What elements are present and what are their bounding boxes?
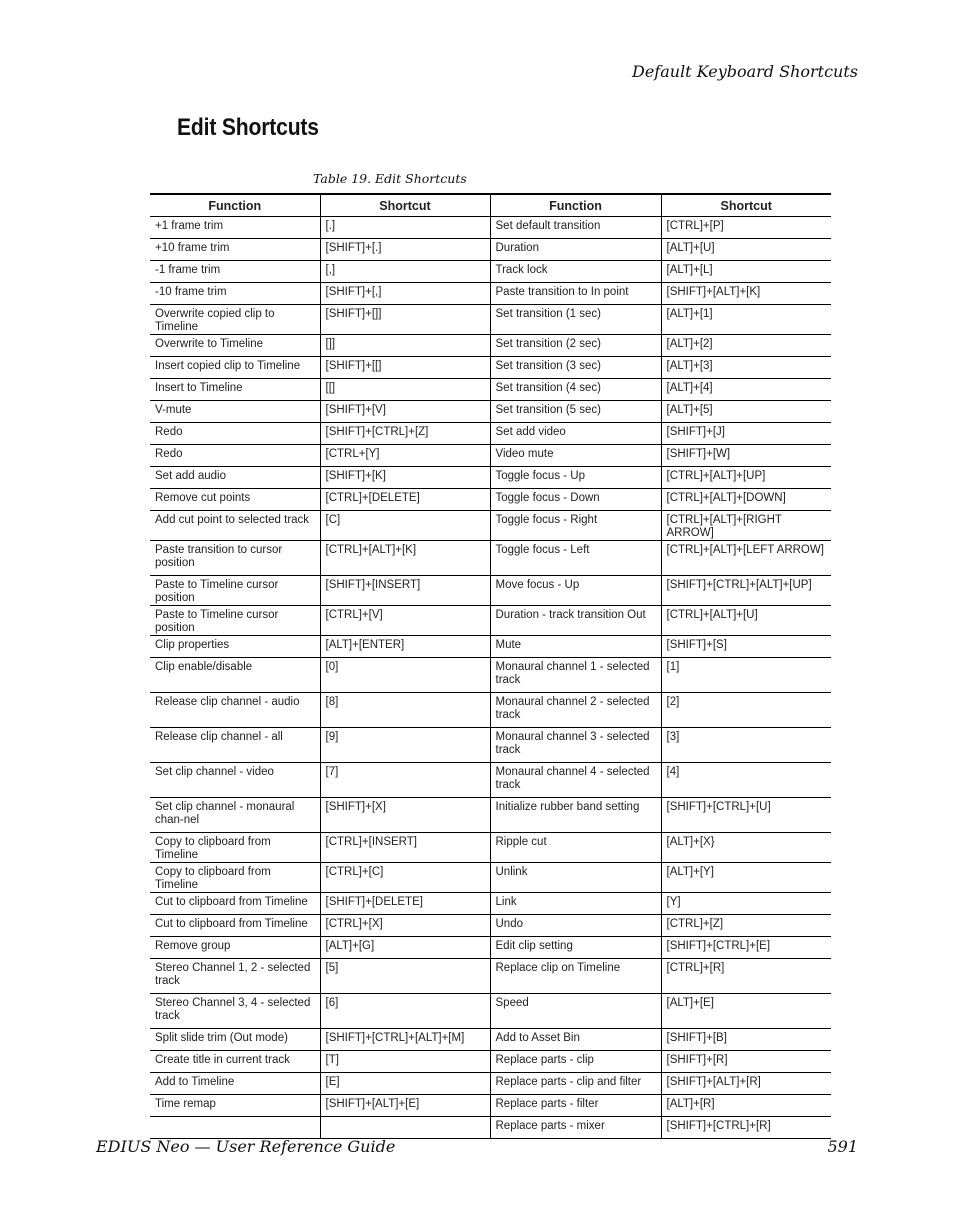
cell-function: Insert copied clip to Timeline — [150, 357, 320, 379]
cell-shortcut: [SHIFT]+[[] — [320, 357, 490, 379]
cell-function: Toggle focus - Right — [490, 511, 661, 541]
cell-shortcut: [CTRL]+[ALT]+[DOWN] — [661, 489, 831, 511]
cell-function: Time remap — [150, 1095, 320, 1117]
cell-function: Move focus - Up — [490, 576, 661, 606]
cell-shortcut: [ALT]+[3] — [661, 357, 831, 379]
cell-function: Undo — [490, 915, 661, 937]
cell-shortcut: [0] — [320, 658, 490, 693]
section-title: Edit Shortcuts — [177, 114, 319, 141]
cell-function: Toggle focus - Down — [490, 489, 661, 511]
edit-shortcuts-table — [150, 193, 831, 1139]
cell-shortcut: [SHIFT]+[ALT]+[E] — [320, 1095, 490, 1117]
cell-shortcut: [CTRL]+[X] — [320, 915, 490, 937]
cell-shortcut: [7] — [320, 763, 490, 798]
cell-function: Remove cut points — [150, 489, 320, 511]
cell-shortcut: [CTRL]+[P] — [661, 217, 831, 239]
cell-shortcut: [E] — [320, 1073, 490, 1095]
cell-function — [150, 1117, 320, 1139]
cell-function: Paste to Timeline cursor position — [150, 606, 320, 636]
cell-function: Monaural channel 3 - selected track — [490, 728, 661, 763]
cell-shortcut: [SHIFT]+[B] — [661, 1029, 831, 1051]
table-body — [150, 217, 831, 1139]
cell-function: Initialize rubber band setting — [490, 798, 661, 833]
table-row — [150, 693, 831, 728]
table-row — [150, 261, 831, 283]
table-row — [150, 833, 831, 863]
cell-function: Replace parts - clip — [490, 1051, 661, 1073]
cell-function: Replace parts - mixer — [490, 1117, 661, 1139]
cell-function: Speed — [490, 994, 661, 1029]
cell-function: Duration - track transition Out — [490, 606, 661, 636]
cell-shortcut: [SHIFT]+[V] — [320, 401, 490, 423]
cell-function: Set add audio — [150, 467, 320, 489]
cell-function: Track lock — [490, 261, 661, 283]
cell-shortcut: [CTRL]+[ALT]+[RIGHT ARROW] — [661, 511, 831, 541]
cell-shortcut: [CTRL]+[ALT]+[LEFT ARROW] — [661, 541, 831, 576]
cell-shortcut — [320, 1117, 490, 1139]
cell-function: Set default transition — [490, 217, 661, 239]
cell-shortcut: [CTRL]+[Z] — [661, 915, 831, 937]
cell-function: Set transition (1 sec) — [490, 305, 661, 335]
cell-function: Set transition (3 sec) — [490, 357, 661, 379]
cell-function: Add to Asset Bin — [490, 1029, 661, 1051]
cell-function: Monaural channel 1 - selected track — [490, 658, 661, 693]
cell-shortcut: [SHIFT]+[]] — [320, 305, 490, 335]
table-row — [150, 467, 831, 489]
table-row — [150, 959, 831, 994]
cell-shortcut: [4] — [661, 763, 831, 798]
table-row — [150, 937, 831, 959]
cell-shortcut: [CTRL]+[ALT]+[U] — [661, 606, 831, 636]
cell-shortcut: [.] — [320, 217, 490, 239]
cell-shortcut: [CTRL]+[V] — [320, 606, 490, 636]
cell-function: Duration — [490, 239, 661, 261]
cell-function: Cut to clipboard from Timeline — [150, 893, 320, 915]
table-caption: Table 19. Edit Shortcuts — [313, 171, 467, 186]
cell-function: Insert to Timeline — [150, 379, 320, 401]
cell-function: Video mute — [490, 445, 661, 467]
cell-shortcut: [ALT]+[R] — [661, 1095, 831, 1117]
table-row — [150, 423, 831, 445]
table-row — [150, 239, 831, 261]
cell-shortcut: [8] — [320, 693, 490, 728]
cell-function: +10 frame trim — [150, 239, 320, 261]
cell-function: Monaural channel 2 - selected track — [490, 693, 661, 728]
table-row — [150, 401, 831, 423]
cell-function: -1 frame trim — [150, 261, 320, 283]
table-row — [150, 606, 831, 636]
cell-function: Paste transition to In point — [490, 283, 661, 305]
table-row — [150, 283, 831, 305]
table-row — [150, 893, 831, 915]
cell-shortcut: [C] — [320, 511, 490, 541]
cell-function: Monaural channel 4 - selected track — [490, 763, 661, 798]
table-row — [150, 994, 831, 1029]
cell-function: Replace parts - clip and filter — [490, 1073, 661, 1095]
table-row — [150, 1051, 831, 1073]
cell-shortcut: [ALT]+[E] — [661, 994, 831, 1029]
table-row — [150, 445, 831, 467]
cell-function: Set transition (5 sec) — [490, 401, 661, 423]
cell-shortcut: [SHIFT]+[CTRL]+[E] — [661, 937, 831, 959]
cell-function: Overwrite to Timeline — [150, 335, 320, 357]
cell-shortcut: [CTRL+[Y] — [320, 445, 490, 467]
cell-function: Release clip channel - all — [150, 728, 320, 763]
table-row — [150, 335, 831, 357]
table-row — [150, 636, 831, 658]
cell-function: Set transition (2 sec) — [490, 335, 661, 357]
cell-shortcut: [[] — [320, 379, 490, 401]
cell-shortcut: [SHIFT]+[S] — [661, 636, 831, 658]
cell-function: Edit clip setting — [490, 937, 661, 959]
table-row — [150, 217, 831, 239]
cell-shortcut: [SHIFT]+[CTRL]+[ALT]+[UP] — [661, 576, 831, 606]
cell-shortcut: [SHIFT]+[J] — [661, 423, 831, 445]
cell-shortcut: [SHIFT]+[CTRL]+[U] — [661, 798, 831, 833]
cell-function: Set add video — [490, 423, 661, 445]
cell-shortcut: [ALT]+[L] — [661, 261, 831, 283]
table-row — [150, 576, 831, 606]
table-row — [150, 379, 831, 401]
cell-shortcut: [ALT]+[5] — [661, 401, 831, 423]
cell-shortcut: [ALT]+[4] — [661, 379, 831, 401]
header-function: Function — [150, 194, 320, 217]
cell-function: Remove group — [150, 937, 320, 959]
cell-shortcut: [T] — [320, 1051, 490, 1073]
cell-shortcut: [CTRL]+[ALT]+[K] — [320, 541, 490, 576]
cell-function: Paste to Timeline cursor position — [150, 576, 320, 606]
table-row — [150, 658, 831, 693]
cell-shortcut: [ALT]+[X} — [661, 833, 831, 863]
table-row — [150, 357, 831, 379]
cell-function: Set clip channel - video — [150, 763, 320, 798]
cell-shortcut: [SHIFT]+[,] — [320, 283, 490, 305]
table-row — [150, 1117, 831, 1139]
cell-shortcut: [SHIFT]+[CTRL]+[R] — [661, 1117, 831, 1139]
page-number: 591 — [827, 1137, 858, 1156]
cell-shortcut: [CTRL]+[DELETE] — [320, 489, 490, 511]
cell-shortcut: [9] — [320, 728, 490, 763]
cell-function: Paste transition to cursor position — [150, 541, 320, 576]
cell-function: Copy to clipboard from Timeline — [150, 863, 320, 893]
cell-function: -10 frame trim — [150, 283, 320, 305]
cell-function: Set clip channel - monaural chan-nel — [150, 798, 320, 833]
table-row — [150, 489, 831, 511]
cell-shortcut: [ALT]+[2] — [661, 335, 831, 357]
table-row — [150, 541, 831, 576]
cell-function: Unlink — [490, 863, 661, 893]
header-shortcut: Shortcut — [320, 194, 490, 217]
cell-shortcut: [SHIFT]+[R] — [661, 1051, 831, 1073]
table-header-row — [150, 194, 831, 217]
cell-function: +1 frame trim — [150, 217, 320, 239]
cell-shortcut: [SHIFT]+[CTRL]+[ALT]+[M] — [320, 1029, 490, 1051]
cell-function: Replace parts - filter — [490, 1095, 661, 1117]
cell-function: Stereo Channel 3, 4 - selected track — [150, 994, 320, 1029]
header-shortcut: Shortcut — [661, 194, 831, 217]
cell-shortcut: [3] — [661, 728, 831, 763]
cell-shortcut: [,] — [320, 261, 490, 283]
cell-shortcut: [ALT]+[G] — [320, 937, 490, 959]
cell-shortcut: [ALT]+[U] — [661, 239, 831, 261]
cell-function: Add to Timeline — [150, 1073, 320, 1095]
cell-function: Copy to clipboard from Timeline — [150, 833, 320, 863]
cell-shortcut: [1] — [661, 658, 831, 693]
cell-function: V-mute — [150, 401, 320, 423]
cell-shortcut: [ALT]+[Y] — [661, 863, 831, 893]
table-row — [150, 763, 831, 798]
cell-shortcut: []] — [320, 335, 490, 357]
cell-function: Ripple cut — [490, 833, 661, 863]
cell-function: Clip properties — [150, 636, 320, 658]
table-row — [150, 1073, 831, 1095]
running-head: Default Keyboard Shortcuts — [632, 62, 858, 81]
table-row — [150, 863, 831, 893]
cell-shortcut: [5] — [320, 959, 490, 994]
cell-function: Link — [490, 893, 661, 915]
cell-shortcut: [SHIFT]+[X] — [320, 798, 490, 833]
table-row — [150, 511, 831, 541]
cell-shortcut: [CTRL]+[R] — [661, 959, 831, 994]
table-row — [150, 1029, 831, 1051]
cell-function: Add cut point to selected track — [150, 511, 320, 541]
cell-shortcut: [CTRL]+[ALT]+[UP] — [661, 467, 831, 489]
cell-function: Overwrite copied clip to Timeline — [150, 305, 320, 335]
cell-shortcut: [SHIFT]+[INSERT] — [320, 576, 490, 606]
table-row — [150, 728, 831, 763]
cell-shortcut: [SHIFT]+[CTRL]+[Z] — [320, 423, 490, 445]
table-row — [150, 1095, 831, 1117]
table-row — [150, 305, 831, 335]
cell-function: Split slide trim (Out mode) — [150, 1029, 320, 1051]
cell-function: Replace clip on Timeline — [490, 959, 661, 994]
header-function: Function — [490, 194, 661, 217]
cell-shortcut: [SHIFT]+[DELETE] — [320, 893, 490, 915]
cell-shortcut: [SHIFT]+[ALT]+[K] — [661, 283, 831, 305]
cell-shortcut: [ALT]+[ENTER] — [320, 636, 490, 658]
table-row — [150, 915, 831, 937]
cell-function: Clip enable/disable — [150, 658, 320, 693]
cell-function: Redo — [150, 423, 320, 445]
cell-shortcut: [CTRL]+[C] — [320, 863, 490, 893]
cell-shortcut: [Y] — [661, 893, 831, 915]
cell-function: Toggle focus - Left — [490, 541, 661, 576]
cell-shortcut: [SHIFT]+[.] — [320, 239, 490, 261]
cell-shortcut: [SHIFT]+[K] — [320, 467, 490, 489]
cell-shortcut: [SHIFT]+[ALT]+[R] — [661, 1073, 831, 1095]
cell-function: Create title in current track — [150, 1051, 320, 1073]
cell-function: Release clip channel - audio — [150, 693, 320, 728]
cell-shortcut: [6] — [320, 994, 490, 1029]
cell-function: Mute — [490, 636, 661, 658]
cell-shortcut: [ALT]+[1] — [661, 305, 831, 335]
cell-function: Redo — [150, 445, 320, 467]
cell-shortcut: [2] — [661, 693, 831, 728]
table-row — [150, 798, 831, 833]
cell-function: Toggle focus - Up — [490, 467, 661, 489]
cell-function: Stereo Channel 1, 2 - selected track — [150, 959, 320, 994]
cell-shortcut: [SHIFT]+[W] — [661, 445, 831, 467]
cell-shortcut: [CTRL]+[INSERT] — [320, 833, 490, 863]
cell-function: Cut to clipboard from Timeline — [150, 915, 320, 937]
footer-guide-title: EDIUS Neo — User Reference Guide — [96, 1137, 396, 1156]
cell-function: Set transition (4 sec) — [490, 379, 661, 401]
